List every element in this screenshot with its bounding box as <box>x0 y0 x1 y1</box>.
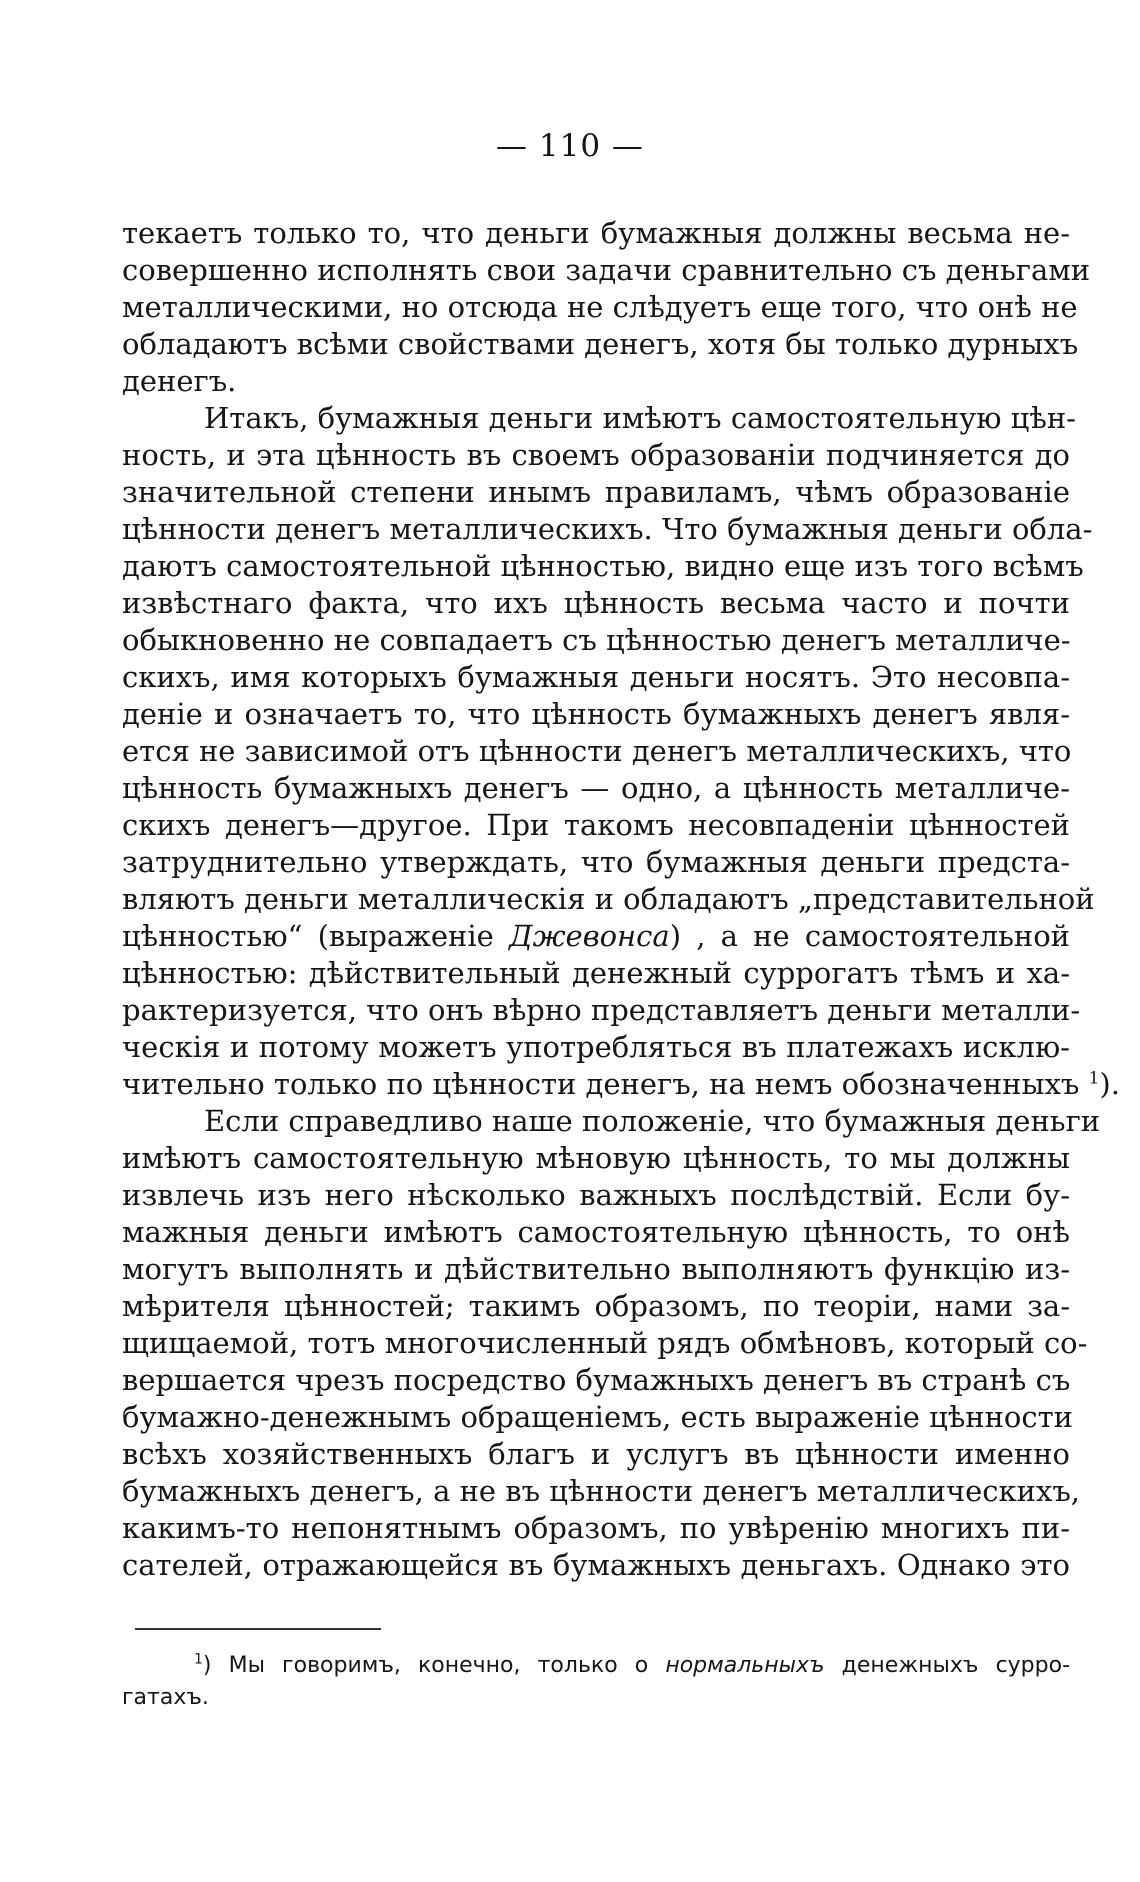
text-line: ческія и потому можетъ употребляться въ платежахъ исклю- <box>122 1030 1070 1064</box>
text-line <box>122 1066 1120 1103</box>
text-line: сателей, отражающейся въ бумажныхъ деньгахъ. Однако это <box>122 1548 1070 1582</box>
footnote-line: гатахъ. <box>122 1685 209 1710</box>
text-line: бумажныхъ денегъ, а не въ цѣнности денегъ металлическихъ, <box>122 1474 1081 1508</box>
text-line: мажныя деньги имѣютъ самостоятельную цѣнность, то онѣ <box>122 1215 1070 1249</box>
footnote-divider <box>135 1628 381 1630</box>
text-line: извлечь изъ него нѣсколько важныхъ послѣдствій. Если бу- <box>122 1178 1070 1212</box>
text-line: имѣютъ самостоятельную мѣновую цѣнность, то мы должны <box>122 1141 1070 1175</box>
text-line: скихъ, имя которыхъ бумажныя деньги носятъ. Это несовпа- <box>122 660 1070 694</box>
text-line: цѣнности денегъ металлическихъ. Что бумажныя деньги обла- <box>122 512 1093 546</box>
text-line: деніе и означаетъ то, что цѣнность бумажныхъ денегъ явля- <box>122 697 1070 731</box>
body-text <box>122 215 1120 1584</box>
text-line: вляютъ деньги металлическія и обладаютъ „представительной <box>122 882 1095 916</box>
text-line: извѣстнаго факта, что ихъ цѣнность весьма часто и почти <box>122 586 1070 620</box>
footnote-reference[interactable]: 1 <box>1088 1068 1100 1089</box>
footnote <box>122 1650 1070 1714</box>
text-line: вершается чрезъ посредство бумажныхъ денегъ въ странѣ съ <box>122 1363 1071 1397</box>
text-line: значительной степени инымъ правиламъ, чѣмъ образованіе <box>122 475 1070 509</box>
text-run: ) , а не самостоятельной <box>669 919 1070 953</box>
text-line: текаетъ только то, что деньги бумажныя должны весьма не- <box>122 216 1070 250</box>
text-line: бумажно-денежнымъ обращеніемъ, есть выраженіе цѣнности <box>122 1400 1073 1434</box>
text-run: цѣнностью“ (выраженіе <box>122 919 510 953</box>
text-line: ность, и эта цѣнность въ своемъ образованіи подчиняется до <box>122 438 1070 472</box>
text-line: денегъ. <box>122 364 237 398</box>
footnote-line <box>122 1650 1070 1682</box>
text-line: мѣрителя цѣнностей; такимъ образомъ, по теоріи, нами за- <box>122 1289 1070 1323</box>
text-line: цѣнность бумажныхъ денегъ — одно, а цѣнность металличе- <box>122 771 1070 805</box>
text-run: денежныхъ сурро- <box>824 1653 1071 1678</box>
text-line <box>122 918 1070 955</box>
text-line: обладаютъ всѣми свойствами денегъ, хотя бы только дурныхъ <box>122 327 1079 361</box>
text-line: какимъ-то непонятнымъ образомъ, по увѣренію многихъ пи- <box>122 1511 1070 1545</box>
text-line: затруднительно утверждать, что бумажныя деньги предста- <box>122 845 1070 879</box>
emphasized-word: нормальныхъ <box>665 1653 825 1678</box>
text-line: щищаемой, тотъ многочисленный рядъ обмѣновъ, который со- <box>122 1326 1088 1360</box>
footnote-mark: 1 <box>194 1651 203 1668</box>
text-run: чительно только по цѣнности денегъ, на немъ обозначенныхъ <box>122 1067 1089 1101</box>
text-line: совершенно исполнять свои задачи сравнительно съ деньгами <box>122 253 1091 287</box>
page-number: — 110 — <box>496 128 644 164</box>
text-line: металлическими, но отсюда не слѣдуетъ еще того, что онѣ не <box>122 290 1078 324</box>
text-line: даютъ самостоятельной цѣнностью, видно еще изъ того всѣмъ <box>122 549 1084 583</box>
text-line: могутъ выполнять и дѣйствительно выполняютъ функцію из- <box>122 1252 1070 1286</box>
text-line: цѣнностью: дѣйствительный денежный суррогатъ тѣмъ и ха- <box>122 956 1070 990</box>
author-name: Джевонса <box>509 919 670 953</box>
text-line: всѣхъ хозяйственныхъ благъ и услугъ въ цѣнности именно <box>122 1437 1070 1471</box>
text-line: скихъ денегъ—другое. При такомъ несовпаденіи цѣнностей <box>122 808 1070 842</box>
text-run: ). <box>1099 1067 1120 1101</box>
text-line: Если справедливо наше положеніе, что бумажныя деньги <box>204 1104 1101 1138</box>
text-line: Итакъ, бумажныя деньги имѣютъ самостоятельную цѣн- <box>204 401 1076 435</box>
text-run: ) Мы говоримъ, конечно, только о <box>202 1653 666 1678</box>
text-line: обыкновенно не совпадаетъ съ цѣнностью денегъ металличе- <box>122 623 1071 657</box>
text-line: рактеризуется, что онъ вѣрно представляетъ деньги металли- <box>122 993 1081 1027</box>
text-line: ется не зависимой отъ цѣнности денегъ металлическихъ, что <box>122 734 1072 768</box>
